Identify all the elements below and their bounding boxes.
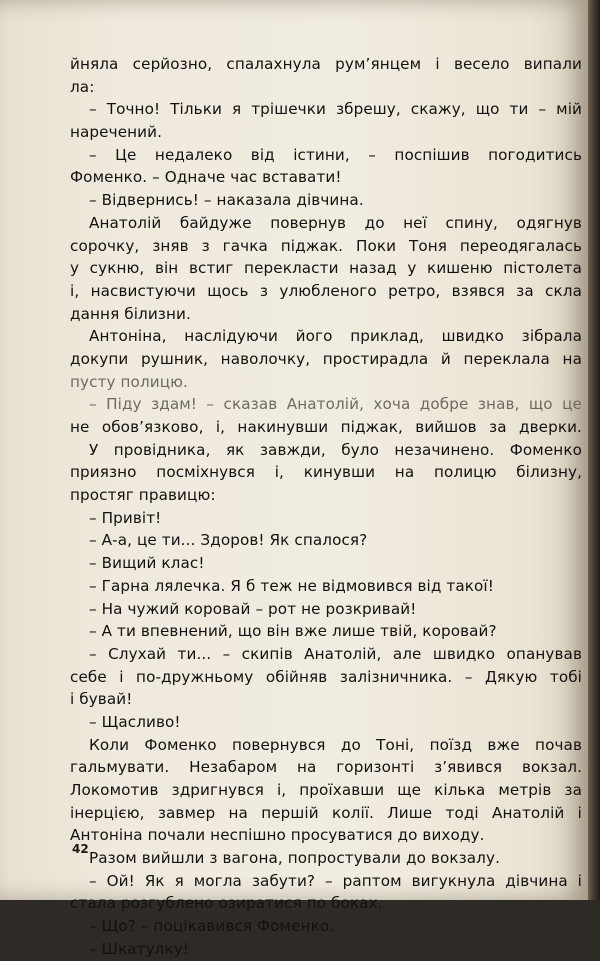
text-line: Фоменко. – Одначе час вставати! [70, 168, 342, 187]
text-line: Анатолій байдуже повернув до неї спину, одягнув [89, 213, 582, 232]
text-line: Антоніна почали неспішно просуватися до виходу. [70, 826, 485, 845]
text-line: – А-а, це ти... Здоров! Як спалося? [89, 531, 368, 550]
text-line: – Слухай ти... – скипів Анатолій, але швидко опанував [89, 644, 582, 663]
text-line: Разом вийшли з вагона, попростували до вокзалу. [89, 849, 501, 868]
text-line: сорочку, зняв з гачка піджак. Поки Тоня переодягалась [70, 236, 582, 255]
text-line: стала розгублено озиратися по боках. [70, 894, 383, 913]
text-line: – На чужий коровай – рот не розкривай! [89, 599, 417, 618]
text-line: йняла серйозно, спалахнула рум’янцем і весело випали [70, 55, 582, 73]
text-line: – Піду здам! – сказав Анатолій, хоча добре знав, що це [89, 395, 582, 414]
text-line: і бувай! [70, 690, 133, 709]
text-line: докупи рушник, наволочку, простирадла й переклала на [70, 349, 582, 368]
text-line: Антоніна, наслідуючи його приклад, швидко зібрала [89, 327, 582, 346]
text-line: У провідника, як завжди, було незачинено. Фоменко [89, 440, 582, 459]
page-edge-shadow [588, 0, 600, 900]
text-line: інерцією, завмер на першій колії. Лише тоді Анатолій і [70, 803, 582, 822]
text-line: Коли Фоменко повернувся до Тоні, поїзд вже почав [89, 735, 582, 754]
text-line: не обов’язково, і, накинувши піджак, вийшов за дверки. [70, 418, 582, 436]
page-number: 42 [72, 842, 89, 856]
text-line: – Що? – поцікавився Фоменко. [89, 917, 335, 936]
text-line: приязно посміхнувся і, кинувши на полицю білизну, [70, 463, 582, 482]
text-line: – А ти впевнений, що він вже лише твій, коровай? [89, 622, 497, 641]
text-line: дання білизни. [70, 304, 191, 323]
text-line: Локомотив здригнувся і, проїхавши ще кілька метрів за [70, 781, 582, 799]
text-line: у сукню, він встиг перекласти назад у кишеню пістолета [70, 259, 582, 278]
text-line: простяг правицю: [70, 486, 216, 505]
text-line: – Гарна лялечка. Я б теж не відмовився від такої! [89, 576, 494, 595]
text-line: пусту полицю. [70, 372, 188, 391]
text-line: – Це недалеко від істини, – поспішив погодитись [89, 145, 582, 164]
text-line: – Шкатулку! [89, 939, 190, 958]
text-line: – Ой! Як я могла забути? – раптом вигукнула дівчина і [89, 871, 582, 890]
text-line: – Відвернись! – наказала дівчина. [89, 191, 364, 210]
text-line: і, насвистуючи щось з улюбленого ретро, взявся за скла [70, 281, 582, 300]
text-line: себе і по-дружньому обійняв залізничника. – Дякую тобі [70, 667, 582, 686]
text-line: – Вищий клас! [89, 554, 205, 573]
text-line: гальмувати. Незабаром на горизонті з’явився вокзал. [70, 758, 582, 777]
text-line: – Привіт! [89, 508, 162, 527]
page-text [70, 53, 582, 961]
text-line: – Щасливо! [89, 712, 181, 731]
text-line: ла: [70, 77, 95, 96]
text-line: – Точно! Тільки я трішечки збрешу, скажу, що ти – мій [89, 100, 582, 119]
text-line: наречений. [70, 123, 163, 142]
